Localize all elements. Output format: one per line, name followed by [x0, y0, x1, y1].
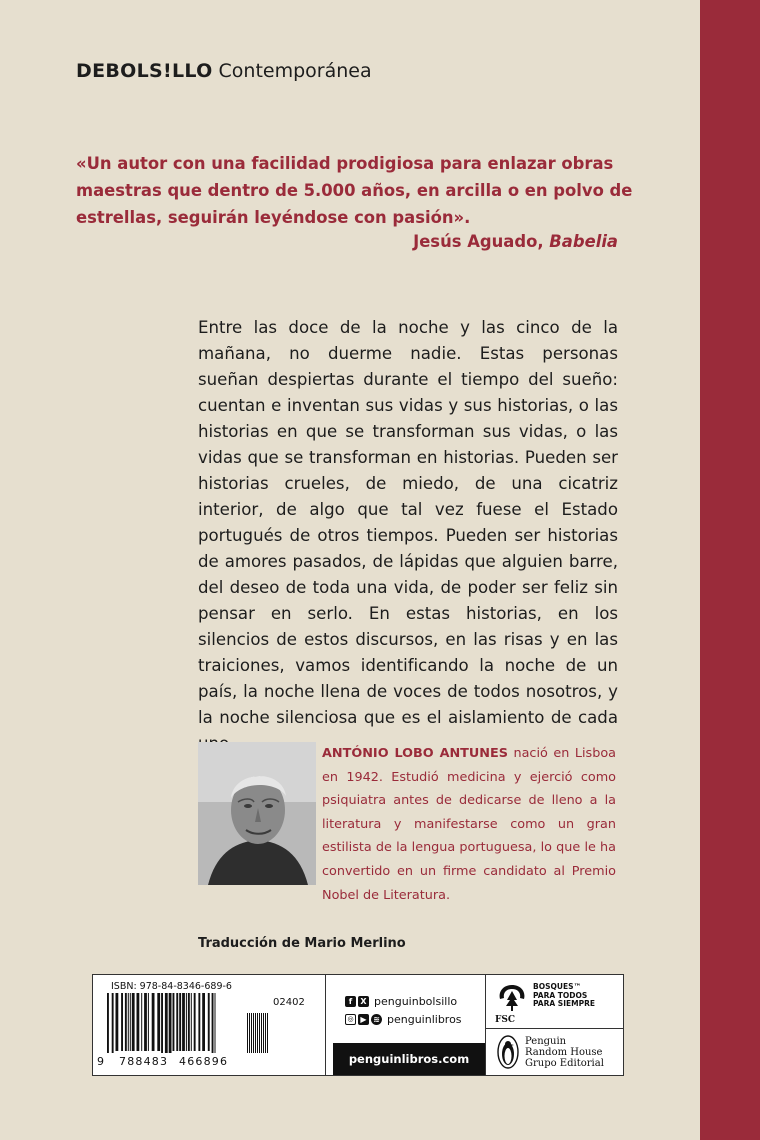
barcode-bar	[173, 993, 175, 1051]
book-synopsis: Entre las doce de la noche y las cinco de la mañana, no duerme nadie. Estas personas sueñan despiertas durante el tiempo del sueño: cuentan e inventan sus vidas y sus historias, o las historias en que se transforman sus vidas, o las vidas que se transforman en historias. Pueden ser historias crueles, de miedo, de una cicatriz interior, de algo que tal vez fuese el Estado portugués de otros tiempos. Pueden ser historias de amores pasados, de lápidas que alguien barre, del deseo de toda una vida, de poder ser feliz sin pensar en serlo. En estas historias, en los silencios de estos discursos, en las risas y en las traiciones, vamos identificando la noche de un país, la noche llena de voces de todos nosotros, y la noche silenciosa que es el aislamiento de cada	[198, 318, 618, 727]
barcode-bar	[148, 993, 149, 1051]
barcode-bar	[267, 1013, 268, 1053]
panel-divider	[325, 975, 326, 1075]
fsc-tree-icon	[495, 982, 529, 1014]
barcode-right-digits: 466896	[179, 1055, 229, 1068]
barcode-bar	[191, 993, 192, 1051]
barcode-left-digits: 788483	[119, 1055, 169, 1068]
barcode-bar	[161, 993, 163, 1053]
author-bio-text: nació en Lisboa en 1942. Estudió medicina y ejerció como psiquiatra antes de dedicarse de lleno a la literatura y manifestarse como un gran estilista de la lengua portuguesa, lo que le ha convertido en un firme candidato al Premio Nobel de Literatura.	[322, 746, 616, 903]
barcode-bar	[121, 993, 123, 1051]
barcode-bar	[257, 1013, 258, 1053]
barcode-bar	[182, 993, 185, 1051]
instagram-icon[interactable]: ◎	[345, 1014, 356, 1025]
barcode-bar	[265, 1013, 266, 1053]
barcode-bar	[128, 993, 129, 1051]
barcode-bar	[157, 993, 160, 1051]
libros-handle[interactable]: penguinlibros	[387, 1013, 462, 1026]
collection-name: Contemporánea	[218, 60, 372, 82]
fsc-slogan: BOSQUES™ PARA TODOS PARA SIEMPRE	[533, 982, 595, 1008]
x-icon[interactable]: X	[358, 996, 369, 1007]
panel-divider	[485, 975, 486, 1075]
barcode-bar	[116, 993, 119, 1051]
author-bio	[198, 742, 616, 907]
isbn-barcode	[107, 993, 243, 1053]
quote-attribution	[300, 232, 618, 251]
barcode-bar	[169, 993, 172, 1053]
collection-header	[76, 60, 372, 82]
penguin-logo-icon	[497, 1035, 519, 1069]
quote-author: Jesús Aguado,	[413, 232, 544, 251]
barcode-bar	[130, 993, 131, 1051]
bio-photo-space	[198, 742, 322, 885]
barcode-first-digit: 9	[97, 1055, 104, 1068]
barcode-panel	[92, 974, 624, 1076]
social-row-bolsillo[interactable]	[345, 995, 457, 1008]
barcode-bar	[215, 993, 216, 1053]
website-bar[interactable]: penguinlibros.com	[333, 1043, 485, 1075]
barcode-bar	[107, 993, 109, 1053]
barcode-bar	[188, 993, 190, 1051]
isbn-label: ISBN: 978-84-8346-689-6	[111, 981, 232, 992]
youtube-icon[interactable]: ▶	[358, 1014, 369, 1025]
barcode-bar	[247, 1013, 248, 1053]
barcode-bar	[194, 993, 196, 1051]
barcode-bar	[208, 993, 210, 1051]
book-spine	[700, 0, 760, 1140]
barcode-bar	[132, 993, 135, 1051]
barcode-bar	[179, 993, 181, 1051]
barcode-bar	[198, 993, 200, 1051]
barcode-bar	[112, 993, 114, 1053]
barcode-bar	[253, 1013, 254, 1053]
quote-publication: Babelia	[549, 232, 618, 251]
price-addon-barcode	[247, 1013, 297, 1053]
social-row-libros[interactable]	[345, 1013, 462, 1026]
barcode-bar	[176, 993, 178, 1051]
translator-credit: Traducción de Mario Merlino	[198, 936, 406, 951]
author-name: ANTÓNIO LOBO ANTUNES	[322, 746, 508, 761]
barcode-bar	[152, 993, 155, 1051]
barcode-bar	[259, 1013, 260, 1053]
barcode-bar	[137, 993, 140, 1051]
price-code: 02402	[273, 997, 305, 1008]
cert-divider	[485, 1028, 623, 1029]
barcode-bar	[186, 993, 187, 1051]
barcode-bar	[202, 993, 205, 1051]
spotify-icon[interactable]: ≋	[371, 1014, 382, 1025]
barcode-bar	[212, 993, 214, 1053]
fsc-label: FSC	[495, 1015, 516, 1025]
publisher-imprint: Penguin Random House Grupo Editorial	[525, 1036, 604, 1069]
barcode-bar	[261, 1013, 262, 1053]
barcode-bar	[263, 1013, 264, 1053]
barcode-bar	[144, 993, 147, 1051]
barcode-bar	[251, 1013, 252, 1053]
facebook-icon[interactable]: f	[345, 996, 356, 1007]
barcode-bar	[165, 993, 168, 1053]
barcode-bar	[249, 1013, 250, 1053]
review-quote: «Un autor con una facilidad prodigiosa para enlazar obras maestras que dentro de 5.000 años, en arcilla o en polvo de estrellas, seguirán leyéndose con pasión».	[76, 154, 633, 227]
bolsillo-handle[interactable]: penguinbolsillo	[374, 995, 458, 1008]
barcode-bar	[141, 993, 142, 1051]
barcode-bar	[255, 1013, 256, 1053]
publisher-brand: DEBOLS!LLO	[76, 60, 213, 82]
barcode-bar	[125, 993, 127, 1051]
